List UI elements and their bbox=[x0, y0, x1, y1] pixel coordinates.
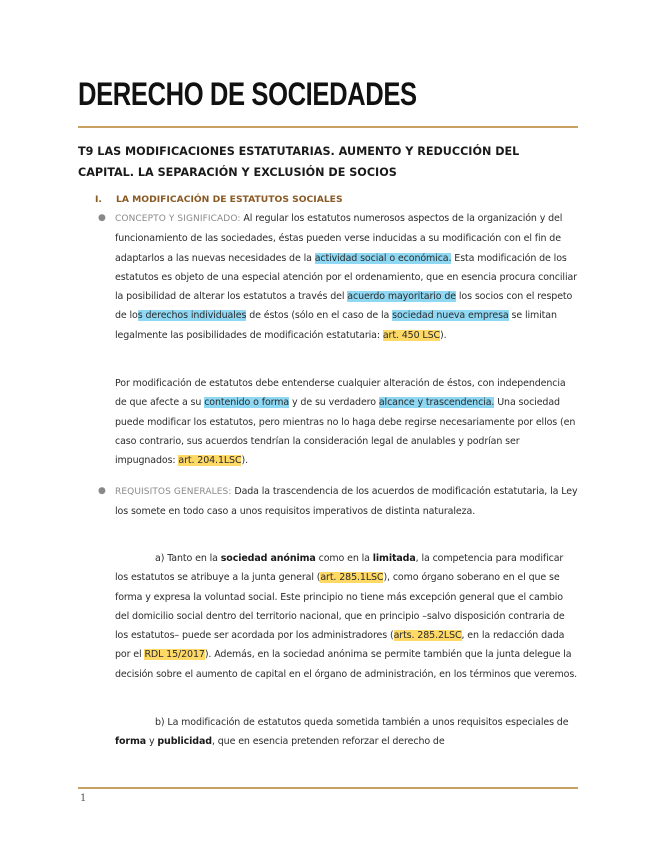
text-run: y bbox=[146, 736, 158, 748]
text-run: ), como órgano soberano en el que se forma y expresa la voluntad social. Este principio no tiene más excepción general que el cambio del domicilio social dentro del territorio nacional, que en principio –salvo disposición contraria de los estatutos– puede ser acordada por los administradores ( bbox=[115, 572, 565, 642]
text-run: Por modificación de estatutos debe entenderse cualquier alteración de éstos, con independencia de que afecte a su bbox=[115, 378, 566, 409]
paragraph-lead: CONCEPTO Y SIGNIFICADO: bbox=[115, 214, 241, 224]
text-run: como en la bbox=[315, 553, 373, 564]
bullet-icon: ● bbox=[98, 486, 106, 496]
text-run: Dada la trascendencia de los acuerdos de modificación estatutaria, la Ley los somete en todo caso a unos requisitos imperativos de distinta naturaleza. bbox=[115, 486, 578, 518]
section-heading bbox=[95, 194, 343, 205]
section-number: I. bbox=[95, 194, 102, 205]
text-run: , la competencia para modificar los estatutos se atribuye a la junta general ( bbox=[115, 553, 564, 584]
section-title: LA MODIFICACIÓN DE ESTATUTOS SOCIALES bbox=[116, 194, 343, 205]
highlight-yellow: art. 204.1LSC bbox=[178, 455, 242, 467]
text-run: Una sociedad puede modificar los estatutos, pero mientras no lo haga debe regirse necesariamente por ellos (en caso contrario, sus acuerdos tendrían la consideración legal de anulables y podrían ser impugnados: bbox=[115, 397, 576, 467]
title-divider bbox=[78, 126, 578, 128]
highlight-yellow: art. 285.1LSC bbox=[320, 572, 384, 584]
highlight-blue: actividad social o económica. bbox=[314, 252, 452, 264]
text-run: los socios con el respeto de lo bbox=[115, 291, 573, 322]
highlight-yellow: RDL 15/2017 bbox=[144, 649, 205, 661]
bold-term: limitada bbox=[372, 553, 416, 564]
text-run: Esta modificación de los estatutos es objeto de una especial atención por el ordenamiento, que en esencia procura conciliar la posibilidad de alterar los estatutos a través del bbox=[115, 252, 577, 303]
text-run: se limitan legalmente las posibilidades de modificación estatutaria: bbox=[115, 310, 557, 341]
bold-term: publicidad bbox=[157, 736, 212, 748]
document-title: DERECHO DE SOCIEDADES bbox=[78, 76, 417, 112]
bold-term: forma bbox=[115, 736, 147, 748]
text-run: a) Tanto en la bbox=[155, 553, 221, 564]
paragraph-forma-publicidad bbox=[115, 713, 579, 752]
text-run: de éstos (sólo en el caso de la bbox=[246, 310, 393, 322]
paragraph-requisitos bbox=[98, 482, 579, 522]
text-run: Al regular los estatutos numerosos aspectos de la organización y del funcionamiento de las sociedades, éstas pueden verse inducidas a su modificación con el fin de adaptarlos a las nuevas necesidades de la bbox=[115, 213, 563, 264]
highlight-yellow: arts. 285.2LSC bbox=[393, 630, 462, 642]
text-run: b) La modificación de estatutos queda sometida también a unos requisitos especiales de bbox=[155, 717, 569, 728]
page-number: 1 bbox=[80, 793, 87, 804]
paragraph-competencia bbox=[115, 549, 579, 684]
highlight-blue: s derechos individuales bbox=[137, 310, 247, 322]
text-run: , en la redacción dada por el bbox=[115, 630, 565, 661]
text-run: ). Además, en la sociedad anónima se permite también que la junta delegue la decisión sobre el aumento de capital en el órgano de administración, en los términos que veremos. bbox=[115, 649, 578, 680]
paragraph-lead: REQUISITOS GENERALES: bbox=[115, 487, 232, 497]
text-run: y de su verdadero bbox=[289, 397, 379, 409]
highlight-blue: contenido o forma bbox=[204, 397, 290, 409]
highlight-blue: acuerdo mayoritario de bbox=[347, 291, 456, 303]
bold-term: sociedad anónima bbox=[220, 553, 316, 564]
bullet-icon: ● bbox=[98, 213, 106, 223]
chapter-subtitle: T9 LAS MODIFICACIONES ESTATUTARIAS. AUMENTO Y REDUCCIÓN DEL CAPITAL. LA SEPARACIÓN Y EXCLUSIÓN DE SOCIOS bbox=[78, 145, 520, 179]
paragraph-concepto bbox=[98, 209, 579, 345]
paragraph-definicion bbox=[115, 374, 579, 470]
text-run: ). bbox=[440, 329, 447, 341]
highlight-blue: sociedad nueva empresa bbox=[392, 310, 509, 322]
text-run: ). bbox=[241, 455, 248, 467]
text-run: , que en esencia pretenden reforzar el derecho de bbox=[211, 736, 445, 748]
highlight-yellow: art. 450 LSC bbox=[382, 329, 440, 341]
highlight-blue: alcance y trascendencia. bbox=[378, 397, 495, 409]
footer-divider bbox=[78, 787, 578, 789]
